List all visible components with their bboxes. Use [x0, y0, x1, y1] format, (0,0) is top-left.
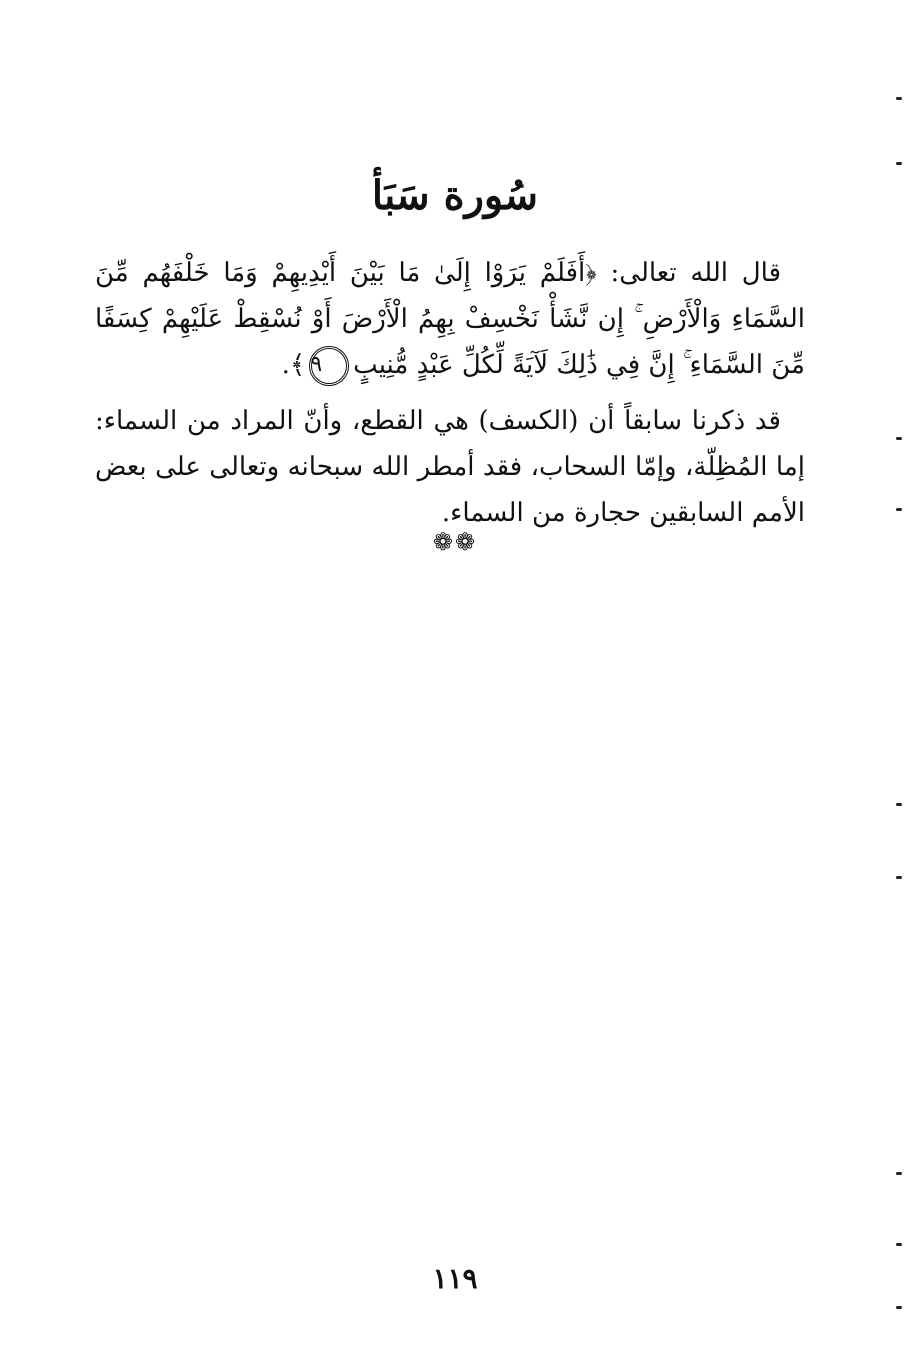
verse-intro: قال الله تعالى:	[596, 258, 782, 288]
surah-title: سُورة سَبَأ	[371, 172, 539, 219]
margin-mark	[896, 508, 902, 511]
quran-verse: أَفَلَمْ يَرَوْا إِلَىٰ مَا بَيْنَ أَيْدِيهِمْ وَمَا خَلْفَهُم مِّنَ السَّمَاءِ وَالْأَرْضِ ۚ إِن نَّشَأْ نَخْسِفْ بِهِمُ الْأَرْضَ أَوْ نُسْقِطْ عَلَيْهِمْ كِسَفًا مِّنَ السَّمَاءِ ۚ إِنَّ فِي ذَٰلِكَ لَآيَةً لِّكُلِّ عَبْدٍ مُّنِيبٍ	[95, 258, 805, 380]
margin-mark	[896, 437, 902, 440]
margin-mark	[896, 1243, 902, 1246]
commentary-paragraph: قد ذكرنا سابقاً أن (الكسف) هي القطع، وأنّ المراد من السماء: إما المُظِلّة، وإمّا السحاب، فقد أمطر الله سبحانه وتعالى على بعض الأمم السابقين حجارة من السماء.	[95, 406, 805, 528]
verse-close-bracket: ﴾	[289, 350, 306, 380]
margin-mark	[896, 1172, 902, 1175]
page-number: ١١٩	[432, 1262, 478, 1295]
verse-paragraph	[95, 250, 805, 388]
section-ornament: ❁❁	[432, 528, 478, 556]
ayah-number-marker: ٩	[309, 346, 349, 386]
margin-mark	[896, 162, 902, 165]
margin-mark	[896, 876, 902, 879]
margin-mark	[896, 97, 902, 100]
margin-mark	[896, 1306, 902, 1309]
body-text	[95, 250, 805, 546]
verse-open-bracket: ﴿	[585, 258, 597, 288]
margin-mark	[896, 803, 902, 806]
verse-end-punct: .	[281, 350, 290, 380]
